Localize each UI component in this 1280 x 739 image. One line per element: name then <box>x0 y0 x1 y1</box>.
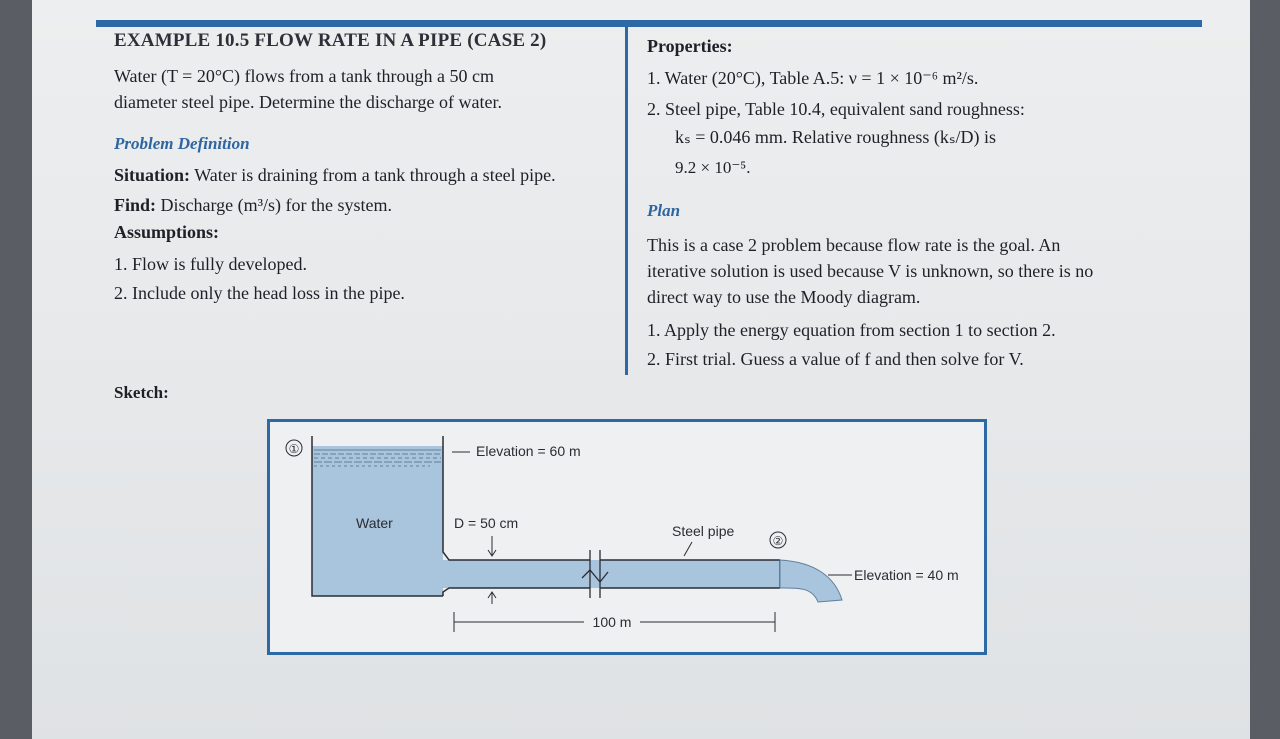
sketch-figure <box>267 419 987 655</box>
plan-step-1: 1. Apply the energy equation from section 1 to section 2. <box>647 320 1056 340</box>
elevation-top-label: Elevation = 60 m <box>476 443 581 459</box>
property-2-line-2: kₛ = 0.046 mm. Relative roughness (kₛ/D) is <box>675 127 997 147</box>
length-label: 100 m <box>592 614 632 630</box>
water-label: Water <box>356 515 393 531</box>
elevation-bottom-label: Elevation = 40 m <box>854 567 959 583</box>
situation-text: Water is draining from a tank through a steel pipe. <box>194 165 556 185</box>
diameter-label: D = 50 cm <box>454 515 519 531</box>
plan-line-1: This is a case 2 problem because flow rate is the goal. An <box>647 235 1061 255</box>
find-text: Discharge (m³/s) for the system. <box>160 195 393 215</box>
textbook-page <box>32 0 1250 739</box>
find-line <box>114 195 392 216</box>
plan-heading: Plan <box>647 201 681 220</box>
problem-definition-heading: Problem Definition <box>114 134 250 153</box>
water-jet <box>780 560 842 602</box>
assumption-1: 1. Flow is fully developed. <box>114 254 307 274</box>
property-1: 1. Water (20°C), Table A.5: ν = 1 × 10⁻⁶ m²/s. <box>647 68 979 88</box>
example-title: EXAMPLE 10.5 FLOW RATE IN A PIPE (CASE 2) <box>114 30 547 51</box>
situation-line <box>114 165 556 186</box>
intro-line-1: Water (T = 20°C) flows from a tank through a 50 cm <box>114 66 494 86</box>
properties-heading: Properties: <box>647 36 733 56</box>
pipe-label: Steel pipe <box>672 523 735 539</box>
intro-line-2: diameter steel pipe. Determine the discharge of water. <box>114 92 503 112</box>
column-divider <box>625 27 628 375</box>
section-1-label: ① <box>288 442 300 456</box>
section-2-label: ② <box>772 534 784 548</box>
property-2-line-3: 9.2 × 10⁻⁵. <box>675 158 751 177</box>
assumption-2: 2. Include only the head loss in the pipe. <box>114 283 405 303</box>
pipe-diagram <box>270 422 984 652</box>
plan-line-2: iterative solution is used because V is unknown, so there is no <box>647 261 1094 281</box>
plan-step-2: 2. First trial. Guess a value of f and then solve for V. <box>647 349 1024 369</box>
top-rule <box>96 20 1202 27</box>
find-label: Find: <box>114 195 157 215</box>
sketch-label: Sketch: <box>114 383 169 402</box>
plan-line-3: direct way to use the Moody diagram. <box>647 287 921 307</box>
property-2-line-1: 2. Steel pipe, Table 10.4, equivalent sand roughness: <box>647 99 1025 119</box>
pipe-water <box>443 560 780 588</box>
pipe-wall-bottom-a <box>443 588 590 596</box>
assumptions-label: Assumptions: <box>114 222 220 242</box>
situation-label: Situation: <box>114 165 191 185</box>
pipe-label-leader <box>684 542 692 556</box>
